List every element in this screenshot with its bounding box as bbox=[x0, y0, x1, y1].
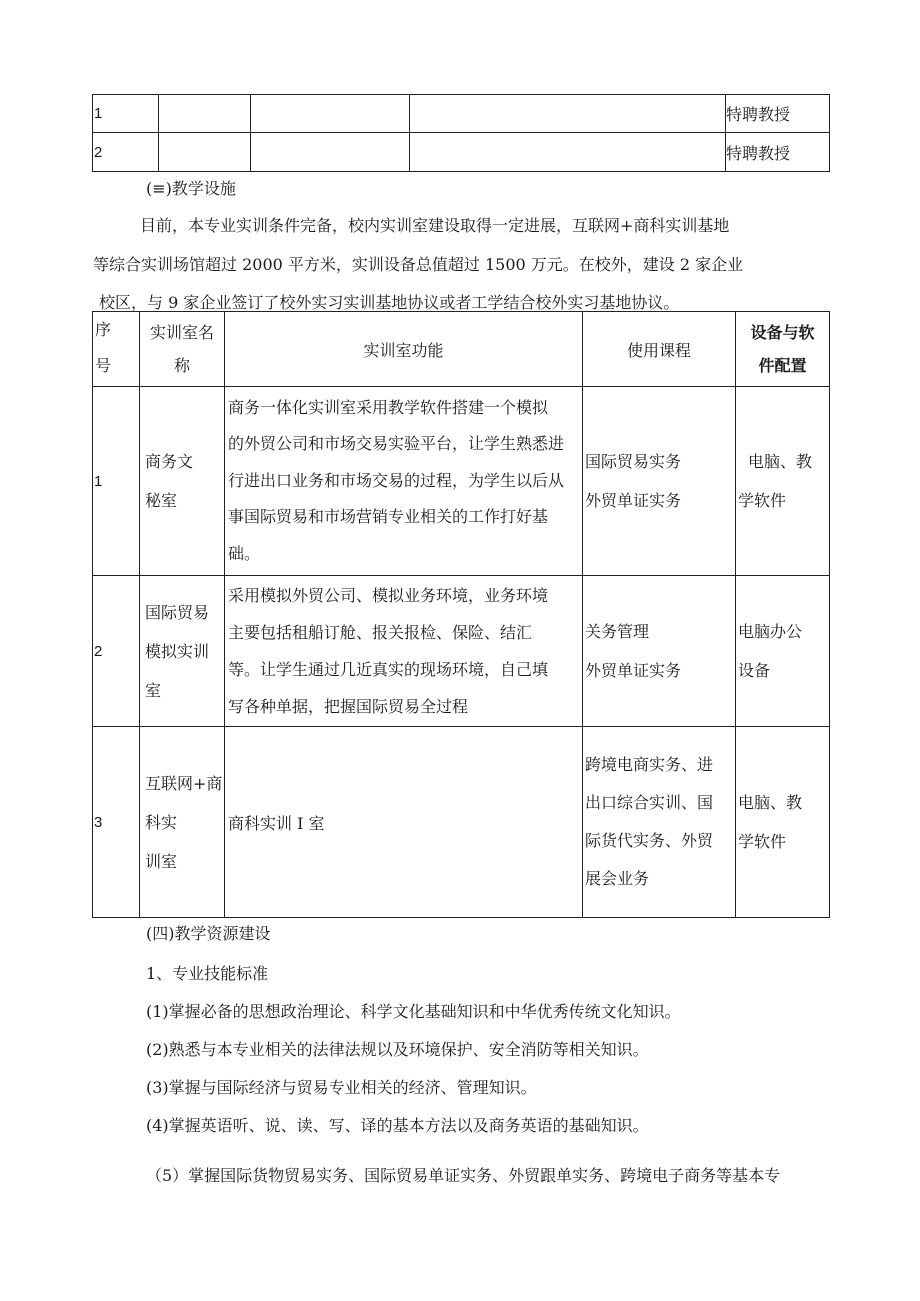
room-name-line: 室 bbox=[145, 680, 162, 700]
header-courses: 使用课程 bbox=[583, 312, 736, 387]
header-text: 实训室名 bbox=[149, 323, 214, 342]
equipment-line: 学软件 bbox=[738, 491, 787, 510]
staff-cell bbox=[159, 95, 251, 133]
course-line: 关务管理 bbox=[585, 622, 650, 641]
list-item: (3)掌握与国际经济与贸易专业相关的经济、管理知识。 bbox=[146, 1078, 537, 1097]
room-equipment bbox=[736, 576, 830, 727]
room-courses bbox=[583, 576, 736, 727]
header-text: 号 bbox=[95, 356, 112, 375]
staff-cell bbox=[251, 133, 410, 172]
course-line: 出口综合实训、国 bbox=[585, 793, 714, 812]
header-no bbox=[93, 312, 140, 387]
room-name-line: 秘室 bbox=[145, 491, 178, 510]
staff-cell bbox=[410, 95, 726, 133]
staff-row-no: 2 bbox=[93, 133, 159, 172]
course-line: 外贸单证实务 bbox=[585, 491, 682, 510]
course-line: 跨境电商实务、进 bbox=[585, 755, 714, 774]
row-no: 3 bbox=[93, 727, 140, 918]
table-row bbox=[93, 133, 830, 172]
list-item: (2)熟悉与本专业相关的法律法规以及环境保护、安全消防等相关知识。 bbox=[146, 1040, 649, 1059]
header-function: 实训室功能 bbox=[225, 312, 583, 387]
staff-cell bbox=[159, 133, 251, 172]
room-name-line: 国际贸易 bbox=[145, 602, 210, 622]
facility-table bbox=[92, 311, 830, 918]
room-courses bbox=[583, 387, 736, 576]
staff-cell bbox=[251, 95, 410, 133]
staff-cell bbox=[410, 133, 726, 172]
course-line: 展会业务 bbox=[585, 869, 650, 888]
section-heading: (四)教学资源建设 bbox=[146, 924, 271, 943]
staff-role: 特聘教授 bbox=[726, 95, 830, 133]
room-equipment bbox=[736, 387, 830, 576]
list-item: (4)掌握英语听、说、读、写、译的基本方法以及商务英语的基础知识。 bbox=[146, 1116, 649, 1135]
section-heading: (≡)教学设施 bbox=[146, 179, 236, 198]
list-item: （5）掌握国际货物贸易实务、国际贸易单证实务、外贸跟单实务、跨境电子商务等基本专 bbox=[146, 1166, 781, 1185]
table-row bbox=[93, 576, 830, 727]
function-line: 的外贸公司和市场交易实验平台，让学生熟悉进 bbox=[228, 434, 565, 454]
room-name-line: 模拟实训 bbox=[145, 641, 210, 661]
room-equipment bbox=[736, 727, 830, 918]
header-text: 件配置 bbox=[758, 356, 807, 375]
list-item: (1)掌握必备的思想政治理论、科学文化基础知识和中华优秀传统文化知识。 bbox=[146, 1002, 681, 1021]
table-header-row bbox=[93, 312, 830, 387]
room-name bbox=[140, 576, 225, 727]
room-name-line: 商务文 bbox=[145, 452, 194, 471]
course-line: 际货代实务、外贸 bbox=[585, 831, 714, 850]
header-equipment bbox=[736, 312, 830, 387]
header-text: 设备与软 bbox=[750, 323, 815, 342]
staff-table bbox=[92, 94, 830, 172]
room-function bbox=[225, 576, 583, 727]
staff-role: 特聘教授 bbox=[726, 133, 830, 172]
header-text: 序 bbox=[95, 320, 112, 339]
sub-heading: 1、专业技能标准 bbox=[146, 964, 269, 983]
function-line: 商务一体化实训室采用教学软件搭建一个模拟 bbox=[228, 397, 549, 417]
function-line: 事国际贸易和市场营销专业相关的工作打好基 bbox=[228, 507, 549, 527]
function-line: 行进出口业务和市场交易的过程，为学生以后从 bbox=[228, 470, 565, 490]
paragraph-line: 目前，本专业实训条件完备，校内实训室建设取得一定进展，互联网+商科实训基地 bbox=[140, 216, 730, 235]
course-line: 国际贸易实务 bbox=[585, 452, 682, 471]
room-name-line: 科实 bbox=[145, 812, 178, 832]
table-row bbox=[93, 95, 830, 133]
function-line: 等。让学生通过几近真实的现场环境，自己填 bbox=[228, 660, 549, 679]
equipment-line: 电脑、教 bbox=[738, 793, 803, 812]
header-name bbox=[140, 312, 225, 387]
room-function bbox=[225, 727, 583, 918]
paragraph-line: 等综合实训场馆超过 2000 平方米，实训设备总值超过 1500 万元。在校外，建设 2 家企业 bbox=[93, 255, 744, 274]
table-row bbox=[93, 387, 830, 576]
staff-row-no: 1 bbox=[93, 95, 159, 133]
room-name-line: 训室 bbox=[145, 851, 178, 871]
paragraph-line: 校区，与 9 家企业签订了校外实习实训基地协议或者工学结合校外实习基地协议。 bbox=[99, 293, 680, 312]
row-no: 1 bbox=[93, 387, 140, 576]
room-function bbox=[225, 387, 583, 576]
equipment-line: 电脑、教 bbox=[748, 452, 813, 471]
function-line: 采用模拟外贸公司、模拟业务环境，业务环境 bbox=[228, 586, 549, 605]
equipment-line: 电脑办公 bbox=[738, 622, 803, 641]
function-line: 写各种单据，把握国际贸易全过程 bbox=[228, 697, 469, 716]
header-text: 称 bbox=[173, 356, 190, 375]
room-name bbox=[140, 387, 225, 576]
room-name-line: 互联网+商 bbox=[145, 773, 223, 793]
function-line: 主要包括租船订舱、报关报检、保险、结汇 bbox=[228, 623, 533, 642]
function-line: 商科实训 I 室 bbox=[228, 813, 325, 833]
function-line: 础。 bbox=[228, 543, 261, 563]
room-name bbox=[140, 727, 225, 918]
room-courses bbox=[583, 727, 736, 918]
course-line: 外贸单证实务 bbox=[585, 661, 682, 680]
row-no: 2 bbox=[93, 576, 140, 727]
equipment-line: 设备 bbox=[738, 661, 771, 680]
equipment-line: 学软件 bbox=[738, 832, 787, 851]
table-row bbox=[93, 727, 830, 918]
